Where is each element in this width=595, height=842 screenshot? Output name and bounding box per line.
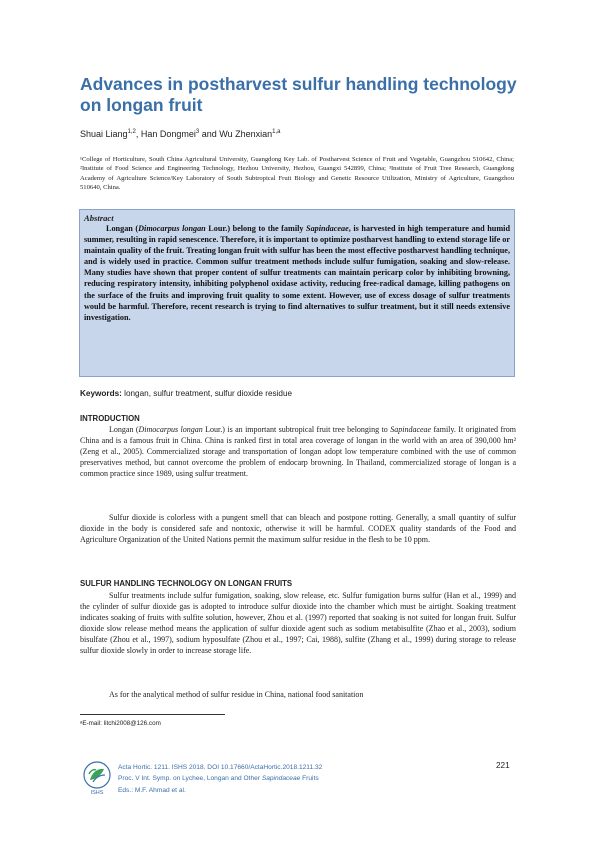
footer-line-editors: Eds.: M.F. Ahmad et al.	[118, 786, 186, 794]
logo-text: ISHS	[90, 790, 104, 796]
intro-paragraph-1	[80, 424, 516, 479]
footnote-email: ᵃE-mail: litchi2008@126.com	[80, 720, 161, 727]
footer-citation	[118, 762, 322, 796]
author-affil-sup: 1,2	[127, 129, 136, 135]
footer-line-proceedings	[118, 773, 322, 784]
section-heading-sulfur-handling: SULFUR HANDLING TECHNOLOGY ON LONGAN FRUITS	[80, 579, 293, 588]
keywords	[80, 389, 520, 398]
author-affil-sup: 1,a	[272, 129, 281, 135]
section-heading-introduction: INTRODUCTION	[80, 414, 140, 423]
affiliations: ¹College of Horticulture, South China Agricultural University, Guangdong Key Lab. of Postharvest Science of Fruit and Vegetable, Guangzhou 510642, China; ²Institute of Food Science and Engineering Technology, Hezhou University, Hezhou, Guangxi 542899, China; ³Institute of Fruit Tree Research, Guangdong Academy of Agriculture Science/Key Laboratory of South Subtropical Fruit Biology and Genetic Resource Utilization, Ministry of Agriculture, Guangzhou 510640, China.	[80, 155, 514, 192]
scientific-name: Dimocarpus longan	[138, 224, 206, 233]
text-run: Longan (	[109, 425, 139, 434]
abstract-text-run: , is harvested in high temperature and humid summer, resulting in rapid senescence. Therefore, it is important to optimize postharvest handling to extend storage life or maintain quality of the fruit. Treating longan fruit with sulfur has been the most effective postharvest handling technique, and is widely used in practice. Common sulfur treatment methods include sulfur fumigation, soaking and slow-release. Many studies have shown that proper content of sulfur treatments can maintain pericarp color by inhibiting browning, reducing respiratory intensity, inhibiting polyphenol oxidase activity, reducing free-radical damage, killing pathogens on the surface of the fruits and improving fruit quality to some extent. However, use of excess dosage of sulfur treatments would be harmful. Therefore, recent research is trying to find alternatives to sulfur treatment, but it still needs extensive investigation.	[84, 224, 510, 322]
text-run: Proc. V Int. Symp. on Lychee, Longan and Other	[118, 775, 262, 783]
abstract-heading: Abstract	[84, 213, 114, 223]
page-number: 221	[496, 761, 510, 770]
footer-line-doi: Acta Hortic. 1211. ISHS 2018. DOI 10.17660/ActaHortic.2018.1211.32	[118, 764, 323, 771]
scientific-name: Sapindaceae	[306, 224, 349, 233]
scientific-name: Sapindaceae	[390, 425, 432, 434]
intro-paragraph-2: Sulfur dioxide is colorless with a pungent smell that can bleach and postpone rotting. Generally, a small quantity of sulfur dioxide in the body is considered safe and nontoxic, otherwise it will be harmful. CODEX quality standards of the Food and Agriculture Organization of the United Nations permit the maximum sulfur residue in the flesh to be 10 ppm.	[80, 513, 516, 545]
author-affil-sup: 3	[195, 129, 200, 135]
text-run: Lour.) is an important subtropical fruit tree belonging to	[202, 425, 391, 434]
keywords-text: longan, sulfur treatment, sulfur dioxide residue	[121, 389, 293, 398]
abstract-text-run: Longan (	[106, 224, 139, 233]
abstract-text	[84, 223, 510, 323]
ishs-logo-icon	[80, 760, 114, 796]
sulfur-paragraph-1: Sulfur treatments include sulfur fumigation, soaking, slow release, etc. Sulfur fumigation burns sulfur (Han et al., 1999) and the cylinder of sulfur dioxide gas is adopted to introduce sulfur dioxide into the chamber which must be airtight. Soaking treatment indicates soaking of fruits with sulfite solution, however, Zhou et al. (1997) reported that soaking is not suited for longan fruit. Sulfur dioxide slow release method means the application of sulfur dioxide agent such as sodium metabisulfite (Zhao et al., 2003), sodium bisulfate (Zhou et al., 1997), sodium hyposulfate (Zhou et al., 1997; Cai, 1988), sulfite (Zhang et al., 1999) during storage to release sulfur dioxide slowly in order to increase storage life.	[80, 591, 516, 656]
author-list	[80, 129, 520, 139]
author-name: and Wu Zhenxian	[199, 129, 273, 139]
sulfur-paragraph-2: As for the analytical method of sulfur residue in China, national food sanitation	[109, 690, 364, 699]
paper-title: Advances in postharvest sulfur handling technology on longan fruit	[80, 74, 517, 115]
abstract-text-run: Lour.) belong to the family	[205, 224, 307, 233]
keywords-label: Keywords:	[80, 389, 122, 398]
ishs-logo	[80, 760, 114, 796]
scientific-name: Dimocarpus longan	[138, 425, 203, 434]
text-run: family. It originated from China and is a famous fruit in China. China is ranked first in total area coverage of longan in the world with an area of 390,000 hm² (Zeng et al., 2005). Commercialized storage and transportation of longan adopt low temperature combined with the use of common preservatives method, but cannot overcome the problem of endocarp browning. In Thailand, commercialized storage of longan is a common practice since 1989, using sulfur treatment.	[80, 425, 517, 479]
author-name: , Han Dongmei	[135, 129, 196, 139]
abstract-box	[79, 209, 515, 377]
scientific-name: Sapindaceae	[261, 775, 301, 783]
text-run: Fruits	[300, 775, 319, 783]
author-name: Shuai Liang	[80, 129, 128, 139]
footnote-rule	[80, 714, 225, 715]
